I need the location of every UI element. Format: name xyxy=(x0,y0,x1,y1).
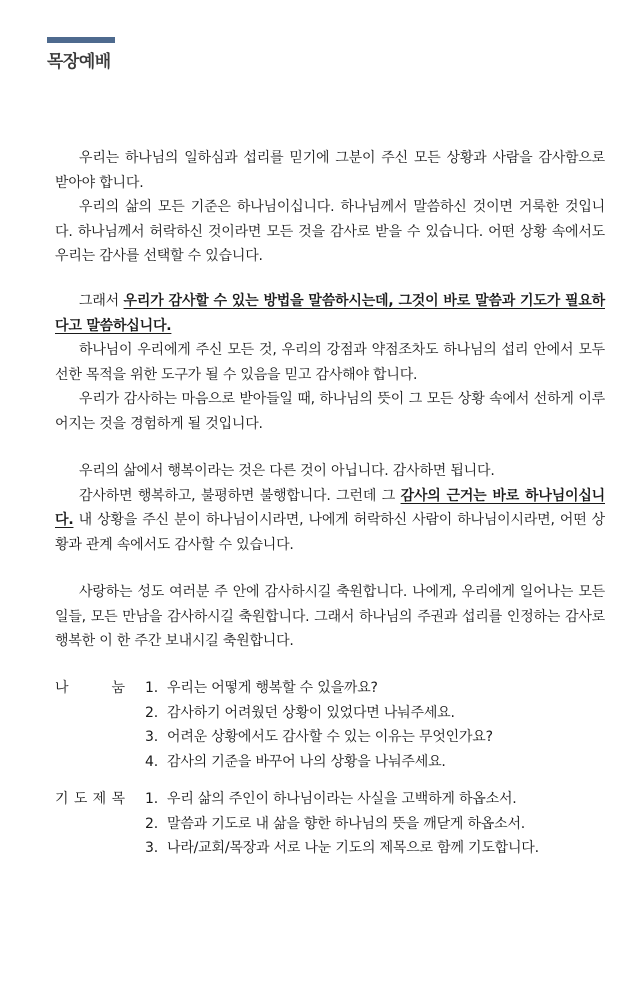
paragraph xyxy=(55,289,605,338)
emphasis-text: 감사의 근거는 바로 하나님이십니다. xyxy=(55,487,605,528)
paragraph: 우리의 삶의 모든 기준은 하나님이십니다. 하나님께서 말씀하신 것이면 거룩한 것입니다. 하나님께서 허락하신 것이라면 모든 것을 감사로 받을 수 있습니다. 어떤 상황 속에서도 우리는 감사를 선택할 수 있습니다. xyxy=(55,199,605,264)
item-text: 우리는 어떻게 행복할 수 있을까요? xyxy=(167,680,378,696)
item-text: 감사하기 어려웠던 상황이 있었다면 나눠주세요. xyxy=(167,704,455,721)
sermon-block-2 xyxy=(55,289,605,436)
paragraph: 우리의 삶에서 행복이라는 것은 다른 것이 아닙니다. 감사하면 됩니다. xyxy=(79,463,495,479)
page-title: 목장예배 xyxy=(47,52,111,72)
list-item xyxy=(145,836,539,861)
list-item xyxy=(145,787,539,812)
paragraph: 사랑하는 성도 여러분 주 안에 감사하시길 축원합니다. 나에게, 우리에게 일어나는 모든 일들, 모든 만남을 감사하시길 축원합니다. 그래서 하나님의 주권과 섭리를 인정하는 감사로 행복한 이 한 주간 보내시길 축원합니다. xyxy=(55,584,605,649)
paragraph-tail: 내 상황을 주신 분이 하나님이시라면, 나에게 허락하신 사람이 하나님이시라면, 어떤 상황과 관계 속에서도 감사할 수 있습니다. xyxy=(55,512,605,553)
list-item xyxy=(145,701,493,726)
sermon-block-3 xyxy=(55,459,605,557)
label-char: 눔 xyxy=(111,680,125,696)
paragraph: 하나님이 우리에게 주신 모든 것, 우리의 강점과 약점조차도 하나님의 섭리 안에서 모두 선한 목적을 위한 도구가 될 수 있음을 믿고 감사해야 합니다. xyxy=(55,342,605,383)
sermon-block-1 xyxy=(55,146,605,269)
paragraph xyxy=(55,484,605,558)
prayer-label xyxy=(55,787,135,812)
label-char: 제 xyxy=(92,791,107,807)
item-number: 1. xyxy=(145,791,158,807)
item-text: 나라/교회/목장과 서로 나눈 기도의 제목으로 함께 기도합니다. xyxy=(167,840,539,856)
sermon-block-4 xyxy=(55,580,605,654)
item-number: 2. xyxy=(145,704,158,721)
sharing-label xyxy=(55,676,135,701)
prayer-list xyxy=(145,787,539,861)
item-text: 어려운 상황에서도 감사할 수 있는 이유는 무엇인가요? xyxy=(167,729,493,745)
paragraph-lead: 그래서 xyxy=(79,293,124,309)
label-char: 도 xyxy=(73,791,88,807)
item-number: 3. xyxy=(145,729,158,745)
item-text: 말씀과 기도로 내 삶을 향한 하나님의 뜻을 깨닫게 하옵소서. xyxy=(167,815,526,832)
item-number: 1. xyxy=(145,680,158,696)
item-number: 3. xyxy=(145,840,158,856)
paragraph-lead: 감사하면 행복하고, 불평하면 불행합니다. 그런데 그 xyxy=(79,487,401,504)
list-item xyxy=(145,725,493,750)
item-text: 우리 삶의 주인이 하나님이라는 사실을 고백하게 하옵소서. xyxy=(167,791,517,807)
item-number: 4. xyxy=(145,753,158,770)
emphasis-text: 우리가 감사할 수 있는 방법을 말씀하시는데, 그것이 바로 말씀과 기도가 필요하다고 말씀하십니다. xyxy=(55,293,605,334)
label-char: 목 xyxy=(111,791,125,807)
paragraph: 우리가 감사하는 마음으로 받아들일 때, 하나님의 뜻이 그 모든 상황 속에서 선하게 이루어지는 것을 경험하게 될 것입니다. xyxy=(55,391,605,432)
list-item xyxy=(145,812,539,837)
item-number: 2. xyxy=(145,815,158,832)
list-item xyxy=(145,676,493,701)
sharing-list xyxy=(145,676,493,774)
paragraph: 우리는 하나님의 일하심과 섭리를 믿기에 그분이 주신 모든 상황과 사람을 감사함으로 받아야 합니다. xyxy=(55,150,605,191)
item-text: 감사의 기준을 바꾸어 나의 상황을 나눠주세요. xyxy=(167,753,446,770)
header-accent-bar xyxy=(47,37,115,43)
label-char: 나 xyxy=(55,680,69,696)
label-char: 기 xyxy=(55,791,69,807)
list-item xyxy=(145,750,493,775)
